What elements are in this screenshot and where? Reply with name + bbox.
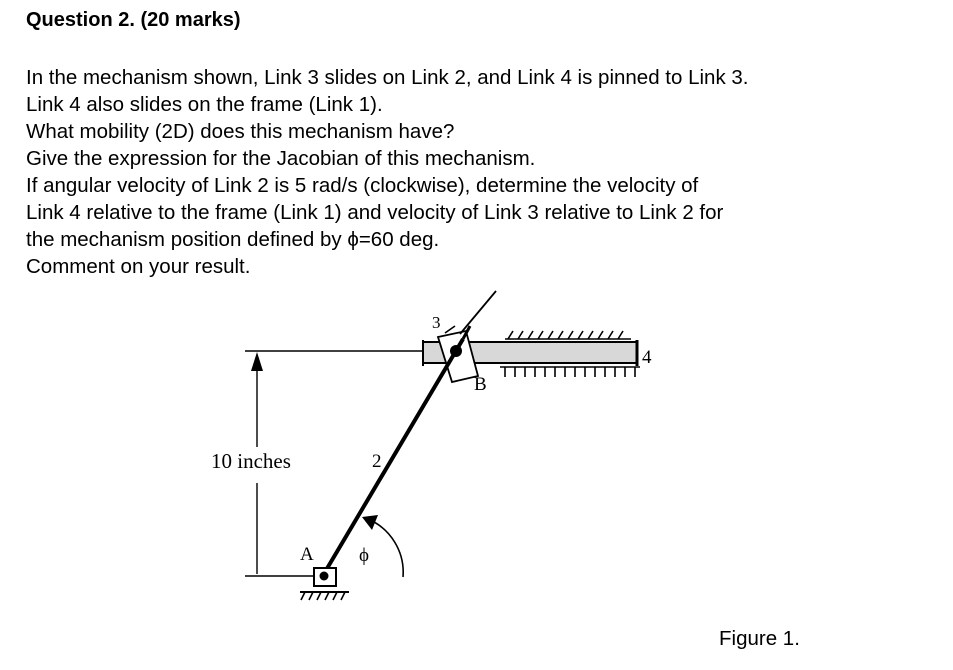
link2-bar [322, 339, 463, 577]
figure-caption: Figure 1. [719, 627, 800, 650]
question-line: In the mechanism shown, Link 3 slides on Link 2, and Link 4 is pinned to Link 3. [26, 66, 749, 89]
angle-phi-arc [368, 519, 403, 577]
question-line: the mechanism position defined by ϕ=60 deg. [26, 228, 440, 251]
link2-label: 2 [372, 451, 382, 472]
dimension-label: 10 inches [211, 449, 291, 473]
question-line: Link 4 also slides on the frame (Link 1). [26, 93, 383, 116]
question-line: Comment on your result. [26, 255, 251, 278]
frame-hatch-top [505, 331, 631, 339]
ground-pivot-a [300, 568, 349, 600]
link3-pointer [445, 326, 455, 333]
question-line: If angular velocity of Link 2 is 5 rad/s (clockwise), determine the velocity of [26, 174, 699, 197]
point-a-label: A [300, 544, 314, 565]
link4-label: 4 [642, 347, 652, 368]
frame-hatch-bottom [500, 367, 640, 377]
angle-phi-label: ϕ [359, 545, 370, 566]
link3-label: 3 [432, 313, 441, 332]
point-b-label: B [474, 374, 487, 395]
question-title: Question 2. (20 marks) [26, 9, 241, 31]
question-line: Link 4 relative to the frame (Link 1) and velocity of Link 3 relative to Link 2 for [26, 201, 724, 224]
dimension-arrow-top [251, 352, 263, 371]
question-line: What mobility (2D) does this mechanism have? [26, 120, 455, 143]
link3-stem [460, 291, 496, 334]
question-line: Give the expression for the Jacobian of this mechanism. [26, 147, 536, 170]
